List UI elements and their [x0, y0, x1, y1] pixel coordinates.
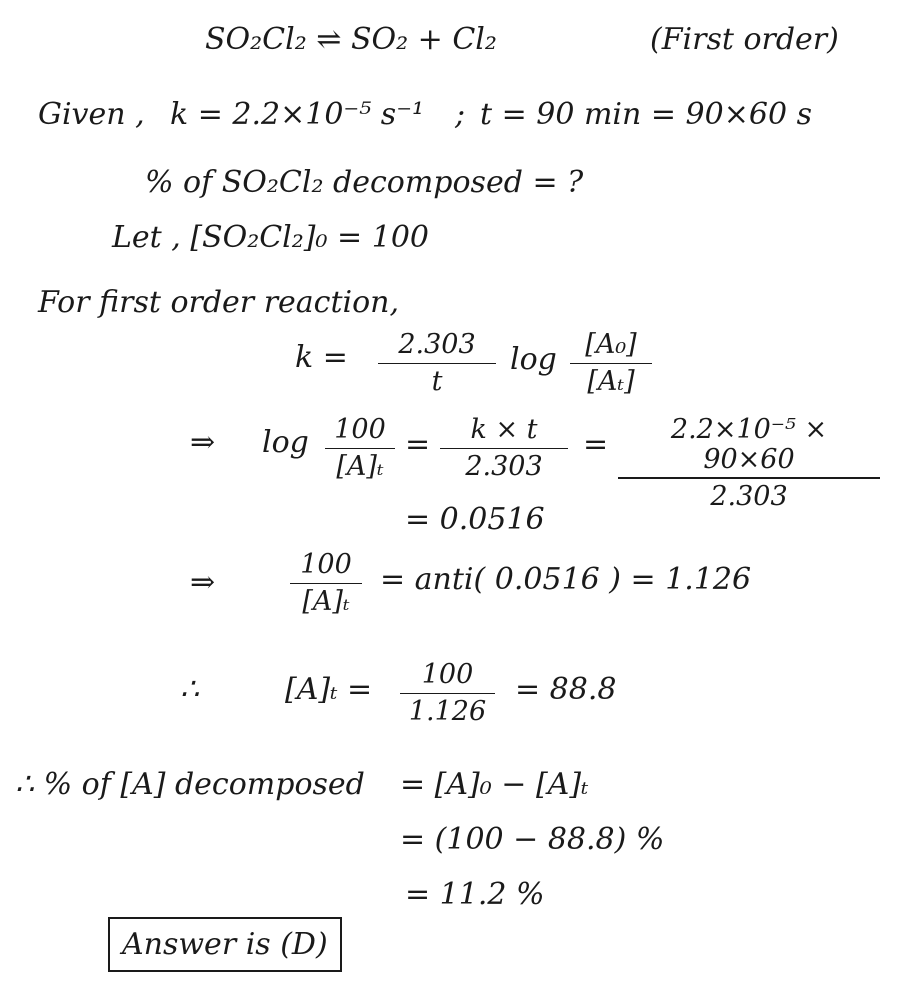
step1-fraction-2	[440, 415, 568, 482]
conclusion-line3: = 11.2 %	[405, 877, 545, 912]
log-denominator: [Aₜ]	[587, 366, 635, 398]
let-statement: Let , [SO₂Cl₂]₀ = 100	[112, 220, 429, 255]
step1-fraction-1	[325, 415, 395, 482]
step1-f2-numerator: k × t	[470, 414, 538, 445]
formula-log: log	[510, 342, 557, 377]
step3-numerator: 100	[421, 659, 474, 690]
reaction-equation: SO₂Cl₂ ⇌ SO₂ + Cl₂	[205, 22, 497, 57]
step1-log: log	[262, 425, 309, 460]
step1-f2-denominator: 2.303	[465, 451, 543, 483]
implies-arrow: ⇒	[190, 565, 216, 600]
step3-lhs: [A]ₜ =	[285, 672, 373, 707]
fraction-bar	[290, 583, 362, 585]
step1-f1-numerator: 100	[334, 414, 386, 445]
fraction-bar	[618, 477, 880, 479]
step2-rhs: = anti( 0.0516 ) = 1.126	[380, 562, 752, 597]
order-note: (First order)	[650, 22, 839, 57]
conclusion-line1: = [A]₀ − [A]ₜ	[400, 767, 589, 802]
fraction-bar	[378, 363, 496, 365]
therefore-symbol: ∴	[180, 672, 200, 707]
given-separator: ;	[455, 97, 466, 132]
formula-denominator: t	[431, 366, 443, 398]
fraction-bar	[440, 448, 568, 450]
formula-fraction	[378, 330, 496, 397]
answer-box: Answer is (D)	[108, 917, 342, 972]
conclusion-label: ∴ % of [A] decomposed	[15, 767, 365, 802]
given-t: t = 90 min = 90×60 s	[480, 97, 812, 132]
fraction-bar	[325, 448, 395, 450]
step1-fraction-3	[618, 415, 880, 512]
step3-fraction	[400, 660, 495, 727]
step1-f3-numerator: 2.2×10⁻⁵ × 90×60	[670, 414, 828, 475]
conclusion-line2: = (100 − 88.8) %	[400, 822, 665, 857]
fraction-bar	[570, 363, 652, 365]
step2-denominator: [A]ₜ	[302, 586, 350, 618]
fraction-bar	[400, 693, 495, 695]
formula-lhs: k =	[295, 340, 348, 375]
implies-arrow: ⇒	[190, 425, 216, 460]
step2-numerator: 100	[300, 549, 352, 580]
step2-fraction	[290, 550, 362, 617]
question: % of SO₂Cl₂ decomposed = ?	[145, 165, 584, 200]
step1-equals-2: =	[583, 427, 609, 462]
step1-result: = 0.0516	[405, 502, 545, 537]
step1-f1-denominator: [A]ₜ	[336, 451, 384, 483]
given-k: k = 2.2×10⁻⁵ s⁻¹	[170, 97, 425, 132]
formula-log-fraction	[570, 330, 652, 397]
first-order-label: For first order reaction,	[38, 285, 400, 320]
step3-rhs: = 88.8	[515, 672, 617, 707]
log-numerator: [A₀]	[585, 329, 637, 360]
step1-equals-1: =	[405, 427, 431, 462]
given-label: Given ,	[38, 97, 145, 132]
step3-denominator: 1.126	[408, 696, 487, 728]
step1-f3-denominator: 2.303	[710, 480, 788, 512]
formula-numerator: 2.303	[398, 329, 476, 360]
